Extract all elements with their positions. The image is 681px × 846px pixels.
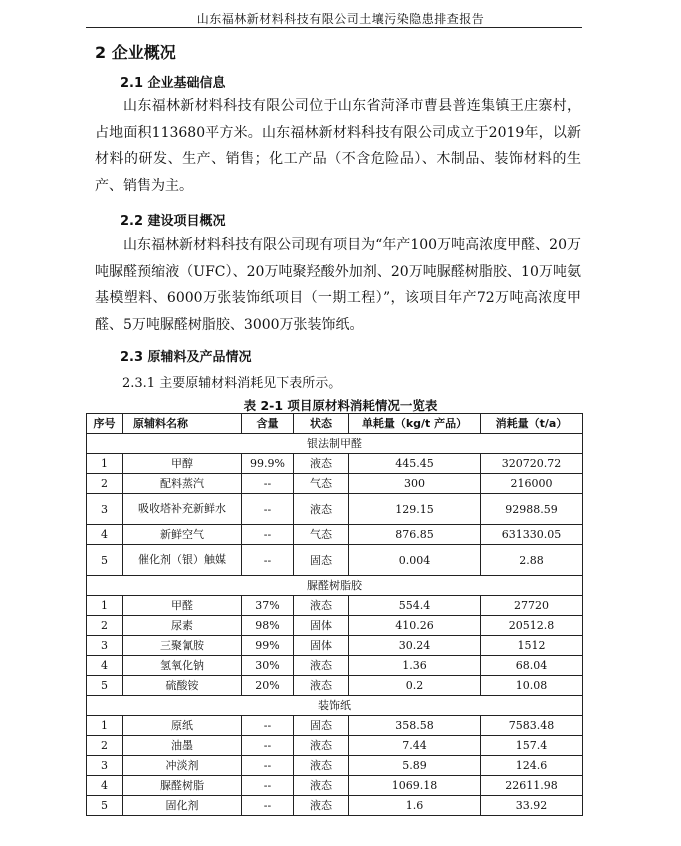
- table-cell: 3: [87, 756, 123, 776]
- table-cell: 4: [87, 525, 123, 545]
- table-cell: 气态: [294, 474, 349, 494]
- header-cell: 状态: [294, 414, 349, 434]
- table-cell: 液态: [294, 494, 349, 525]
- table-cell: 液态: [294, 676, 349, 696]
- table-cell: 445.45: [349, 454, 481, 474]
- table-row: [87, 636, 583, 656]
- table-cell: 固化剂: [123, 796, 242, 816]
- table-row: [87, 454, 583, 474]
- table-cell: 1.36: [349, 656, 481, 676]
- subsection-2-1-title: 2.1 企业基础信息: [120, 76, 226, 91]
- table-cell: 2: [87, 736, 123, 756]
- table-cell: 4: [87, 776, 123, 796]
- table-cell: 液态: [294, 736, 349, 756]
- table-cell: 2.88: [481, 545, 583, 576]
- table-row: [87, 776, 583, 796]
- table-cell: 1069.18: [349, 776, 481, 796]
- table-cell: 硫酸铵: [123, 676, 242, 696]
- table-cell: 98%: [242, 616, 294, 636]
- table-cell: 5.89: [349, 756, 481, 776]
- table-row: [87, 656, 583, 676]
- table-cell: 吸收塔补充新鲜水: [123, 494, 242, 525]
- table-cell: 催化剂（银）触媒: [123, 545, 242, 576]
- table-cell: 1512: [481, 636, 583, 656]
- table-cell: 脲醛树脂: [123, 776, 242, 796]
- table-cell: 配料蒸汽: [123, 474, 242, 494]
- table-row: [87, 525, 583, 545]
- table-row: [87, 736, 583, 756]
- group-row: [87, 434, 583, 454]
- table-row: [87, 616, 583, 636]
- table-cell: 固态: [294, 545, 349, 576]
- table-row: [87, 596, 583, 616]
- table-caption: 表 2-1 项目原材料消耗情况一览表: [243, 398, 438, 413]
- table-cell: 4: [87, 656, 123, 676]
- header-cell: 原辅料名称: [123, 414, 242, 434]
- table-cell: 0.004: [349, 545, 481, 576]
- table-cell: 99%: [242, 636, 294, 656]
- table-cell: --: [242, 736, 294, 756]
- table-cell: 油墨: [123, 736, 242, 756]
- group-name: 装饰纸: [87, 696, 583, 716]
- table-cell: 液态: [294, 596, 349, 616]
- table-cell: 固体: [294, 636, 349, 656]
- table-cell: 固态: [294, 716, 349, 736]
- table-cell: 气态: [294, 525, 349, 545]
- table-cell: 1: [87, 596, 123, 616]
- table-cell: 22611.98: [481, 776, 583, 796]
- table-cell: 20%: [242, 676, 294, 696]
- subsection-2-3-title: 2.3 原辅料及产品情况: [120, 350, 252, 365]
- table-row: [87, 494, 583, 525]
- table-row: [87, 716, 583, 736]
- header-cell: 含量: [242, 414, 294, 434]
- table-cell: --: [242, 494, 294, 525]
- header-cell: 序号: [87, 414, 123, 434]
- table-cell: 氢氧化钠: [123, 656, 242, 676]
- table-row: [87, 756, 583, 776]
- table-cell: 5: [87, 676, 123, 696]
- table-cell: 7.44: [349, 736, 481, 756]
- table-cell: 99.9%: [242, 454, 294, 474]
- table-cell: --: [242, 776, 294, 796]
- materials-note: 2.3.1 主要原辅材料消耗见下表所示。: [122, 376, 342, 391]
- table-cell: --: [242, 474, 294, 494]
- group-row: [87, 696, 583, 716]
- table-cell: --: [242, 756, 294, 776]
- table-cell: 216000: [481, 474, 583, 494]
- table-cell: 7583.48: [481, 716, 583, 736]
- table-cell: 30.24: [349, 636, 481, 656]
- table-cell: 129.15: [349, 494, 481, 525]
- table-cell: --: [242, 716, 294, 736]
- table-header-row: [87, 414, 583, 434]
- table-cell: 甲醛: [123, 596, 242, 616]
- header-rule: [86, 27, 582, 28]
- table-cell: --: [242, 545, 294, 576]
- header-cell: 消耗量（t/a）: [481, 414, 583, 434]
- header-cell: 单耗量（kg/t 产品）: [349, 414, 481, 434]
- table-cell: 2: [87, 616, 123, 636]
- group-name: 银法制甲醛: [87, 434, 583, 454]
- table-cell: 554.4: [349, 596, 481, 616]
- table-row: [87, 545, 583, 576]
- subsection-2-2-text: 山东福林新材料科技有限公司现有项目为“年产100万吨高浓度甲醛、20万吨脲醛预缩液（UFC）、20万吨聚羟酸外加剂、20万吨脲醛树脂胶、10万吨氨基模塑料、6000万张装饰纸项目（一期工程）”，该项目年产72万吨高浓度甲醛、5万吨脲醛树脂胶、3000万张装饰纸。: [95, 237, 581, 333]
- table-cell: 68.04: [481, 656, 583, 676]
- table-cell: 876.85: [349, 525, 481, 545]
- table-cell: 三聚氰胺: [123, 636, 242, 656]
- table-cell: 92988.59: [481, 494, 583, 525]
- table-cell: 原纸: [123, 716, 242, 736]
- table-cell: 冲淡剂: [123, 756, 242, 776]
- table-cell: 300: [349, 474, 481, 494]
- table-cell: 157.4: [481, 736, 583, 756]
- table-cell: 尿素: [123, 616, 242, 636]
- table-cell: 631330.05: [481, 525, 583, 545]
- table-cell: 30%: [242, 656, 294, 676]
- table-cell: 1.6: [349, 796, 481, 816]
- group-row: [87, 576, 583, 596]
- table-cell: 1: [87, 454, 123, 474]
- table-cell: 358.58: [349, 716, 481, 736]
- section-title: 2 企业概况: [95, 43, 176, 62]
- table-cell: 液态: [294, 756, 349, 776]
- table-cell: 新鲜空气: [123, 525, 242, 545]
- table-cell: 10.08: [481, 676, 583, 696]
- table-cell: 5: [87, 796, 123, 816]
- subsection-2-2-title: 2.2 建设项目概况: [120, 214, 226, 229]
- table-row: [87, 474, 583, 494]
- table-cell: 固体: [294, 616, 349, 636]
- table-cell: 37%: [242, 596, 294, 616]
- table-cell: 3: [87, 494, 123, 525]
- table-cell: 甲醇: [123, 454, 242, 474]
- table-cell: 3: [87, 636, 123, 656]
- table-cell: 1: [87, 716, 123, 736]
- table-cell: 0.2: [349, 676, 481, 696]
- table-cell: 33.92: [481, 796, 583, 816]
- table-cell: 124.6: [481, 756, 583, 776]
- table-cell: 液态: [294, 776, 349, 796]
- table-cell: 液态: [294, 656, 349, 676]
- table-cell: 27720: [481, 596, 583, 616]
- table-cell: --: [242, 796, 294, 816]
- table-cell: 液态: [294, 796, 349, 816]
- table-row: [87, 796, 583, 816]
- table-cell: --: [242, 525, 294, 545]
- table-cell: 5: [87, 545, 123, 576]
- table-cell: 320720.72: [481, 454, 583, 474]
- subsection-2-1-text: 山东福林新材料科技有限公司位于山东省菏泽市曹县普连集镇王庄寨村，占地面积113680平方米。山东福林新材料科技有限公司成立于2019年，以新材料的研发、生产、销售；化工产品（不含危险品）、木制品、装饰材料的生产、销售为主。: [95, 98, 581, 194]
- table-row: [87, 676, 583, 696]
- table-cell: 2: [87, 474, 123, 494]
- materials-table: [86, 413, 583, 816]
- table-cell: 410.26: [349, 616, 481, 636]
- group-name: 脲醛树脂胶: [87, 576, 583, 596]
- table-cell: 20512.8: [481, 616, 583, 636]
- page-header: 山东福林新材料科技有限公司土壤污染隐患排查报告: [196, 12, 485, 26]
- table-cell: 液态: [294, 454, 349, 474]
